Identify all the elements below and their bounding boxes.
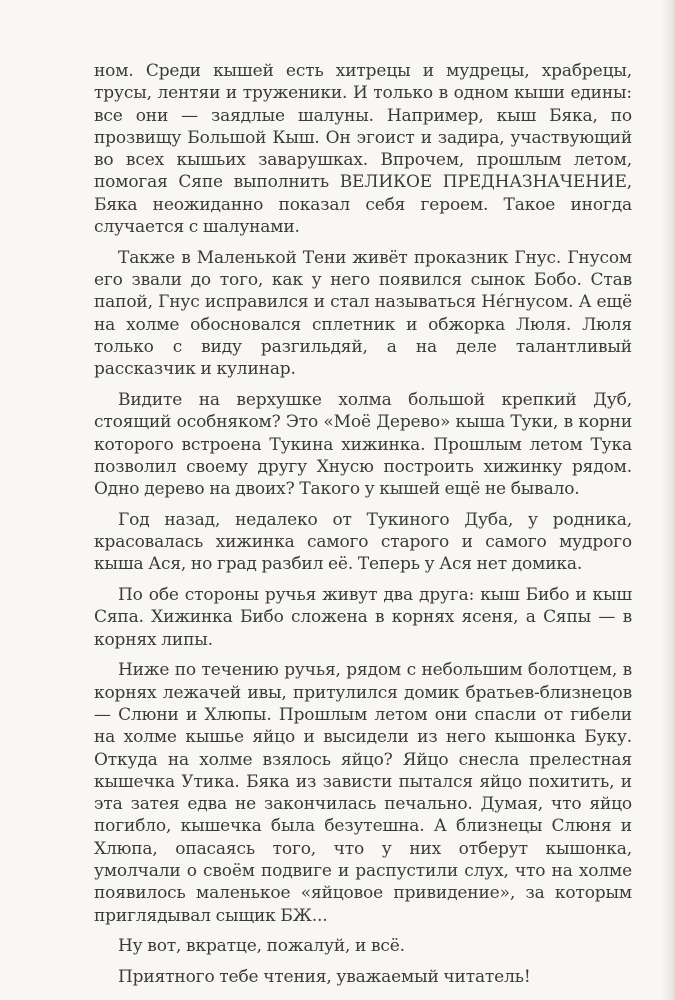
paragraph: Ниже по течению ручья, рядом с небольшим болотцем, в корнях лежачей ивы, притулился домик братьев-близнецов — Слюни и Хлюпы. Прошлым летом они спасли от гибели на холме кышье яйцо и высидели из него кышонка Буку. Откуда на холме взялось яйцо? Яйцо снесла прелестная кышечка Утика. Бяка из зависти пытался яйцо похитить, и эта затея едва не закончилась печально. Думая, что яйцо погибло, кышечка была безутешна. А близнецы Слюня и Хлюпа, опасаясь того, что у них отберут кышонка, умолчали о своём подвиге и распустили слух, что на холме появилось маленькое «яйцовое привидение», за которым приглядывал сыщик БЖ... — [94, 660, 632, 926]
page-edge-shadow — [661, 0, 675, 1000]
paragraph: Также в Маленькой Тени живёт проказник Гнус. Гнусом его звали до того, как у него появился сынок Бобо. Став папой, Гнус исправился и стал называться Не́гнусом. А ещё на холме обосновался сплетник и обжорка Люля. Люля только с виду разгильдяй, а на деле талантливый рассказчик и кулинар. — [94, 247, 632, 380]
paragraph: ном. Среди кышей есть хитрецы и мудрецы, храбрецы, трусы, лентяи и труженики. И только в одном кыши едины: все они — заядлые шалуны. Например, кыш Бяка, по прозвищу Большой Кыш. Он эгоист и задира, участвующий во всех кышьих заварушках. Впрочем, прошлым летом, помогая Сяпе выполнить ВЕЛИКОЕ ПРЕДНАЗНАЧЕНИЕ, Бяка неожиданно показал себя героем. Такое иногда случается с шалунами. — [94, 61, 632, 238]
paragraph: Приятного тебе чтения, уважаемый читатель! — [118, 967, 531, 988]
paragraph: Видите на верхушке холма большой крепкий Дуб, стоящий особняком? Это «Моё Дерево» кыша Туки, в корни которого встроена Тукина хижинка. Прошлым летом Тука позволил своему другу Хнусю построить хижинку рядом. Одно дерево на двоих? Такого у кышей ещё не бывало. — [94, 389, 632, 500]
paragraph: Ну вот, вкратце, пожалуй, и всё. — [118, 936, 405, 957]
paragraph: Год назад, недалеко от Тукиного Дуба, у родника, красовалась хижинка самого старого и самого мудрого кыша Ася, но град разбил её. Теперь у Ася нет домика. — [94, 509, 632, 575]
body-text — [94, 60, 632, 997]
paragraph: По обе стороны ручья живут два друга: кыш Бибо и кыш Сяпа. Хижинка Бибо сложена в корнях ясеня, а Сяпы — в корнях липы. — [94, 585, 632, 650]
